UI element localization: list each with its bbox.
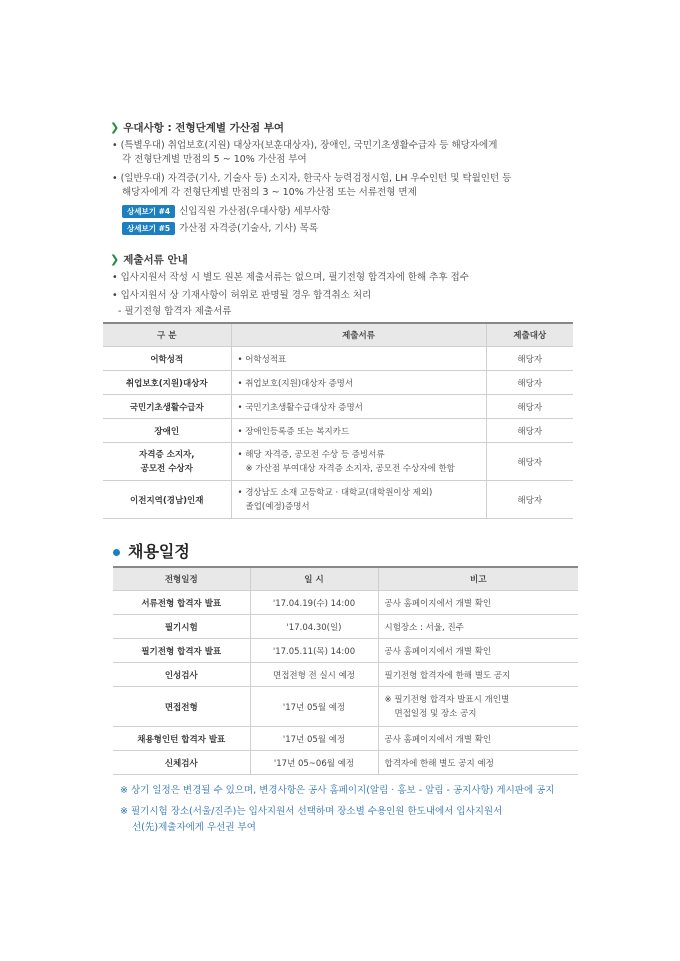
chevron-right-icon: ❯	[110, 121, 120, 134]
detail-badge-4[interactable]: 상세보기 #4	[122, 205, 175, 218]
table-row: 장애인 • 장애인등록증 또는 복지카드 해당자	[103, 419, 573, 443]
table-header-row: 구 분 제출서류 제출대상	[103, 323, 573, 347]
table-row: 어학성적 • 어학성적표 해당자	[103, 347, 573, 371]
table-row: 취업보호(지원)대상자 • 취업보호(지원)대상자 증명서 해당자	[103, 371, 573, 395]
table-row: 자격증 소지자, 공모전 수상자 • 해당 자격증, 공모전 수상 등 증빙서류 ※ 가산점 부여대상 자격증 소지자, 공모전 수상자에 한함 해당자	[103, 443, 573, 481]
schedule-table	[113, 566, 578, 775]
table-row: 필기전형 합격자 발표 '17.05.11(목) 14:00 공사 홈페이지에서 개별 확인	[113, 639, 578, 663]
table-row: 서류전형 합격자 발표 '17.04.19(수) 14:00 공사 홈페이지에서 개별 확인	[113, 591, 578, 615]
table-row: 국민기초생활수급자 • 국민기초생활수급대상자 증명서 해당자	[103, 395, 573, 419]
documents-table	[103, 322, 573, 519]
table-header-row: 전형일정 일 시 비고	[113, 567, 578, 591]
detail-link-5[interactable]: 상세보기 #5 가산점 자격증(기술사, 기사) 목록	[122, 222, 318, 236]
schedule-note-1: ※ 상기 일정은 변경될 수 있으며, 변경사항은 공사 홈페이지(알림 · 홍보 - 알림 - 공지사항) 게시판에 공지	[120, 785, 555, 796]
section-title-preferential: ❯ 우대사항 : 전형단계별 가산점 부여	[110, 121, 285, 134]
table-row: 면접전형 '17년 05월 예정 ※ 필기전형 합격자 발표시 개인별 면접일정 및 장소 공지	[113, 687, 578, 727]
table-row: 필기시험 '17.04.30(일) 시험장소 : 서울, 진주	[113, 615, 578, 639]
table-row: 채용형인턴 합격자 발표 '17년 05월 예정 공사 홈페이지에서 개별 확인	[113, 727, 578, 751]
detail-link-4[interactable]: 상세보기 #4 신입직원 가산점(우대사항) 세부사항	[122, 205, 330, 219]
doc-bullet-1: • 입사지원서 작성 시 별도 원본 제출서류는 없으며, 필기전형 합격자에 한해 추후 접수	[112, 272, 469, 283]
bullet-dot-icon	[113, 549, 120, 556]
schedule-title: 채용일정	[113, 539, 190, 562]
chevron-right-icon: ❯	[110, 253, 120, 266]
table-row: 신체검사 '17년 05~06월 예정 합격자에 한해 별도 공지 예정	[113, 751, 578, 775]
bullet-special-line2: 각 전형단계별 만점의 5 ~ 10% 가산점 부여	[122, 154, 307, 165]
detail-badge-5[interactable]: 상세보기 #5	[122, 222, 175, 235]
doc-subtitle: - 필기전형 합격자 제출서류	[118, 306, 232, 317]
table-row: 이전지역(경남)인재 • 경상남도 소재 고등학교 · 대학교(대학원이상 제외) 졸업(예정)증명서 해당자	[103, 481, 573, 519]
bullet-general-line2: 해당자에게 각 전형단계별 만점의 3 ~ 10% 가산점 또는 서류전형 면제	[122, 187, 417, 198]
schedule-note-2-line1: ※ 필기시험 장소(서울/진주)는 입사지원서 선택하며 장소별 수용인원 한도내에서 입사지원서	[120, 806, 503, 817]
section-title-documents: ❯ 제출서류 안내	[110, 253, 188, 266]
bullet-general-line1: • (일반우대) 자격증(기사, 기술사 등) 소지자, 한국사 능력검정시험, LH 우수인턴 및 탁월인턴 등	[112, 173, 512, 184]
schedule-note-2-line2: 선(先)제출자에게 우선권 부여	[132, 822, 256, 833]
bullet-special-line1: • (특별우대) 취업보호(지원) 대상자(보훈대상자), 장애인, 국민기초생활수급자 등 해당자에게	[112, 140, 498, 151]
table-row: 인성검사 면접전형 전 실시 예정 필기전형 합격자에 한해 별도 공지	[113, 663, 578, 687]
doc-bullet-2: • 입사지원서 상 기재사항이 허위로 판명될 경우 합격취소 처리	[112, 290, 372, 301]
